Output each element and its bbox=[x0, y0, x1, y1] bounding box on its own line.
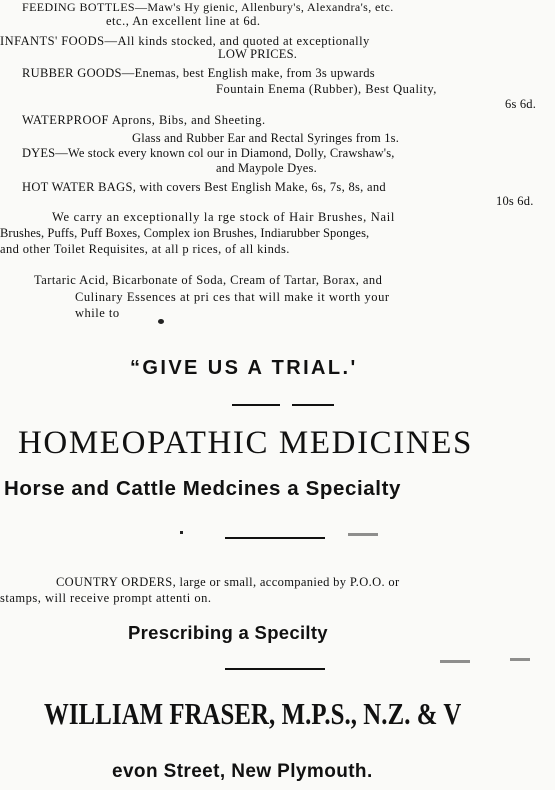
pharmacist-name: WILLIAM FRASER, M.P.S., N.Z. & V bbox=[44, 696, 462, 731]
text-line: INFANTS' FOODS—All kinds stocked, and quoted at exceptionally bbox=[0, 34, 370, 48]
text-line: FEEDING BOTTLES—Maw's Hy gienic, Allenbury's, Alexandra's, etc. bbox=[22, 0, 394, 14]
text-line: Tartaric Acid, Bicarbonate of Soda, Cream of Tartar, Borax, and bbox=[34, 273, 383, 287]
ink-speck bbox=[180, 531, 183, 534]
text-line: while to bbox=[75, 306, 120, 320]
text-line: RUBBER GOODS—Enemas, best English make, from 3s upwards bbox=[22, 66, 375, 80]
text-line: and other Toilet Requisites, at all p rices, of all kinds. bbox=[0, 242, 290, 256]
prescribing-heading: Prescribing a Specilty bbox=[128, 622, 328, 643]
text-line: We carry an exceptionally la rge stock of Hair Brushes, Nail bbox=[52, 210, 396, 224]
horse-cattle-heading: Horse and Cattle Medcines a Specialty bbox=[4, 477, 402, 500]
text-line: HOT WATER BAGS, with covers Best English Make, 6s, 7s, 8s, and bbox=[22, 180, 386, 194]
text-line: 10s 6d. bbox=[496, 194, 534, 208]
divider-rule bbox=[292, 404, 334, 406]
ink-speck bbox=[348, 533, 378, 536]
text-line: and Maypole Dyes. bbox=[216, 161, 317, 175]
country-orders-line: COUNTRY ORDERS, large or small, accompanied by P.O.O. or bbox=[56, 575, 400, 589]
text-line: LOW PRICES. bbox=[218, 47, 298, 61]
text-line: Culinary Essences at pri ces that will make it worth your bbox=[75, 290, 390, 304]
text-line: DYES—We stock every known col our in Diamond, Dolly, Crawshaw's, bbox=[22, 146, 395, 160]
trial-slogan: “GIVE US A TRIAL.' bbox=[130, 357, 358, 379]
ink-speck bbox=[510, 658, 530, 661]
homeopathic-heading: HOMEOPATHIC MEDICINES bbox=[18, 425, 473, 461]
text-line: Glass and Rubber Ear and Rectal Syringes from 1s. bbox=[132, 131, 400, 145]
text-line: 6s 6d. bbox=[505, 97, 537, 111]
country-orders-line: stamps, will receive prompt attenti on. bbox=[0, 591, 212, 605]
text-line: Fountain Enema (Rubber), Best Quality, bbox=[216, 82, 437, 96]
divider-rule bbox=[225, 668, 325, 670]
text-line: Brushes, Puffs, Puff Boxes, Complex ion Brushes, Indiarubber Sponges, bbox=[0, 226, 370, 240]
divider-rule bbox=[232, 404, 280, 406]
ink-speck bbox=[158, 319, 164, 324]
address: evon Street, New Plymouth. bbox=[112, 761, 373, 782]
divider-rule bbox=[225, 537, 325, 539]
ink-speck bbox=[440, 660, 470, 663]
text-line: WATERPROOF Aprons, Bibs, and Sheeting. bbox=[22, 113, 266, 127]
text-line: etc., An excellent line at 6d. bbox=[106, 14, 261, 28]
